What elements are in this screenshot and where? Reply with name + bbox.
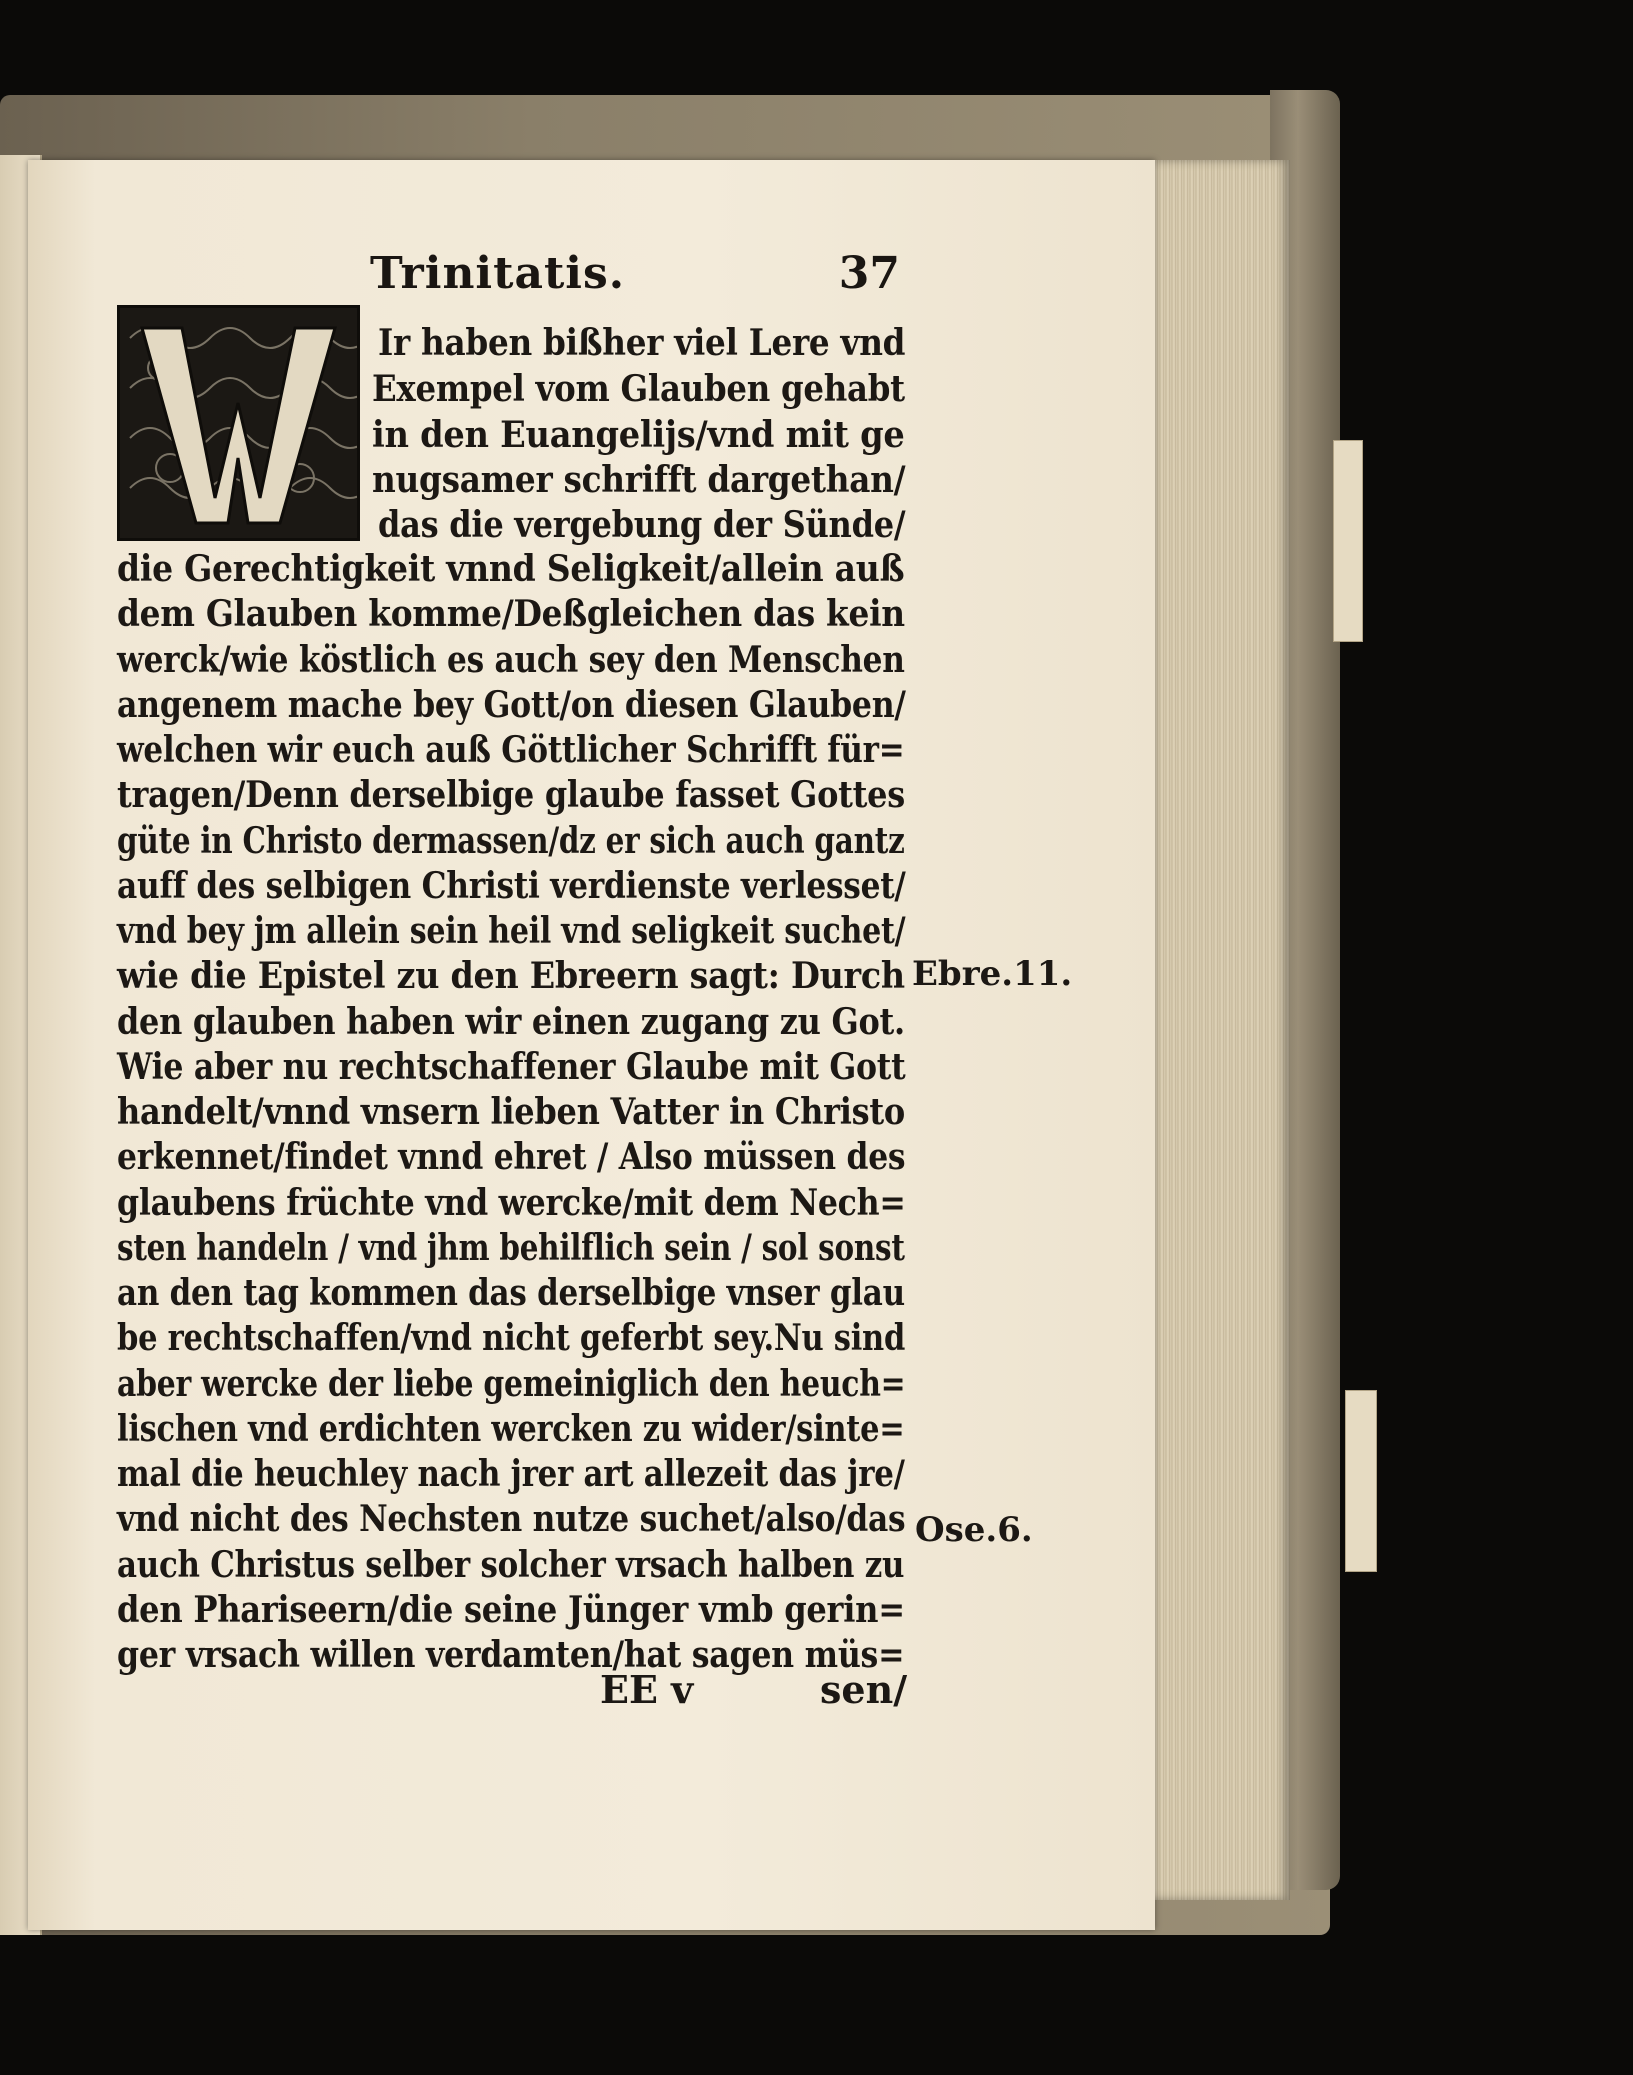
text-line: dem Glauben komme/Deßgleichen das kein <box>117 593 905 635</box>
text-line: güte in Christo dermassen/dz er sich auch gantz <box>117 820 905 862</box>
text-line: an den tag kommen das derselbige vnser glau <box>117 1272 905 1314</box>
text-line: glaubens früchte vnd wercke/mit dem Nech= <box>117 1182 906 1224</box>
catchword: sen/ <box>820 1667 908 1712</box>
text-line: das die vergebung der Sünde/ <box>378 504 906 546</box>
page-header <box>370 248 910 308</box>
text-line: lischen vnd erdichten wercken zu wider/sinte= <box>117 1408 905 1450</box>
margin-note: Ose.6. <box>915 1510 1033 1550</box>
text-line: handelt/vnnd vnsern lieben Vatter in Christo <box>117 1091 905 1133</box>
text-line: werck/wie köstlich es auch sey den Menschen <box>117 639 905 681</box>
spine-tab <box>1345 1390 1377 1572</box>
text-line: Ir haben bißher viel Lere vnd <box>378 322 906 364</box>
text-line: ger vrsach willen verdamten/hat sagen müs= <box>117 1634 905 1676</box>
text-line: Wie aber nu rechtschaffener Glaube mit Gott <box>117 1046 906 1088</box>
woodcut-initial-icon <box>117 305 360 541</box>
text-line: wie die Epistel zu den Ebreern sagt: Durch <box>117 955 905 997</box>
text-line: erkennet/findet vnnd ehret / Also müssen des <box>117 1136 906 1178</box>
text-line: be rechtschaffen/vnd nicht geferbt sey.Nu sind <box>117 1317 906 1359</box>
text-line: Exempel vom Glauben gehabt <box>372 368 905 410</box>
page-number: 37 <box>838 248 900 299</box>
text-line: sten handeln / vnd jhm behilflich sein / sol sonst <box>117 1227 905 1269</box>
text-line: vnd nicht des Nechsten nutze suchet/also/das <box>117 1498 906 1540</box>
running-head: Trinitatis. <box>370 248 626 299</box>
text-line: den glauben haben wir einen zugang zu Got. <box>117 1001 905 1043</box>
text-line: auff des selbigen Christi verdienste verlesset/ <box>117 865 906 907</box>
signature-mark: EE v <box>600 1667 694 1712</box>
text-line: mal die heuchley nach jrer art allezeit das jre/ <box>117 1453 905 1495</box>
text-line: vnd bey jm allein sein heil vnd seligkeit suchet/ <box>117 910 906 952</box>
text-line: angenem mache bey Gott/on diesen Glauben/ <box>117 684 906 726</box>
text-line: auch Christus selber solcher vrsach halben zu <box>117 1544 905 1586</box>
margin-note: Ebre.11. <box>912 954 1073 994</box>
spine-tab <box>1333 440 1363 642</box>
page-fore-edge <box>1140 160 1290 1900</box>
initial-letter-w-icon <box>120 308 357 538</box>
text-line: nugsamer schrifft dargethan/ <box>372 459 906 501</box>
text-line: tragen/Denn derselbige glaube fasset Gottes <box>117 774 905 816</box>
text-line: in den Euangelijs/vnd mit ge <box>372 414 905 456</box>
text-line: die Gerechtigkeit vnnd Seligkeit/allein auß <box>117 548 905 590</box>
text-line: welchen wir euch auß Göttlicher Schrifft für= <box>117 729 905 771</box>
text-line: den Phariseern/die seine Jünger vmb gerin= <box>117 1589 905 1631</box>
text-line: aber wercke der liebe gemeiniglich den heuch= <box>117 1363 906 1405</box>
